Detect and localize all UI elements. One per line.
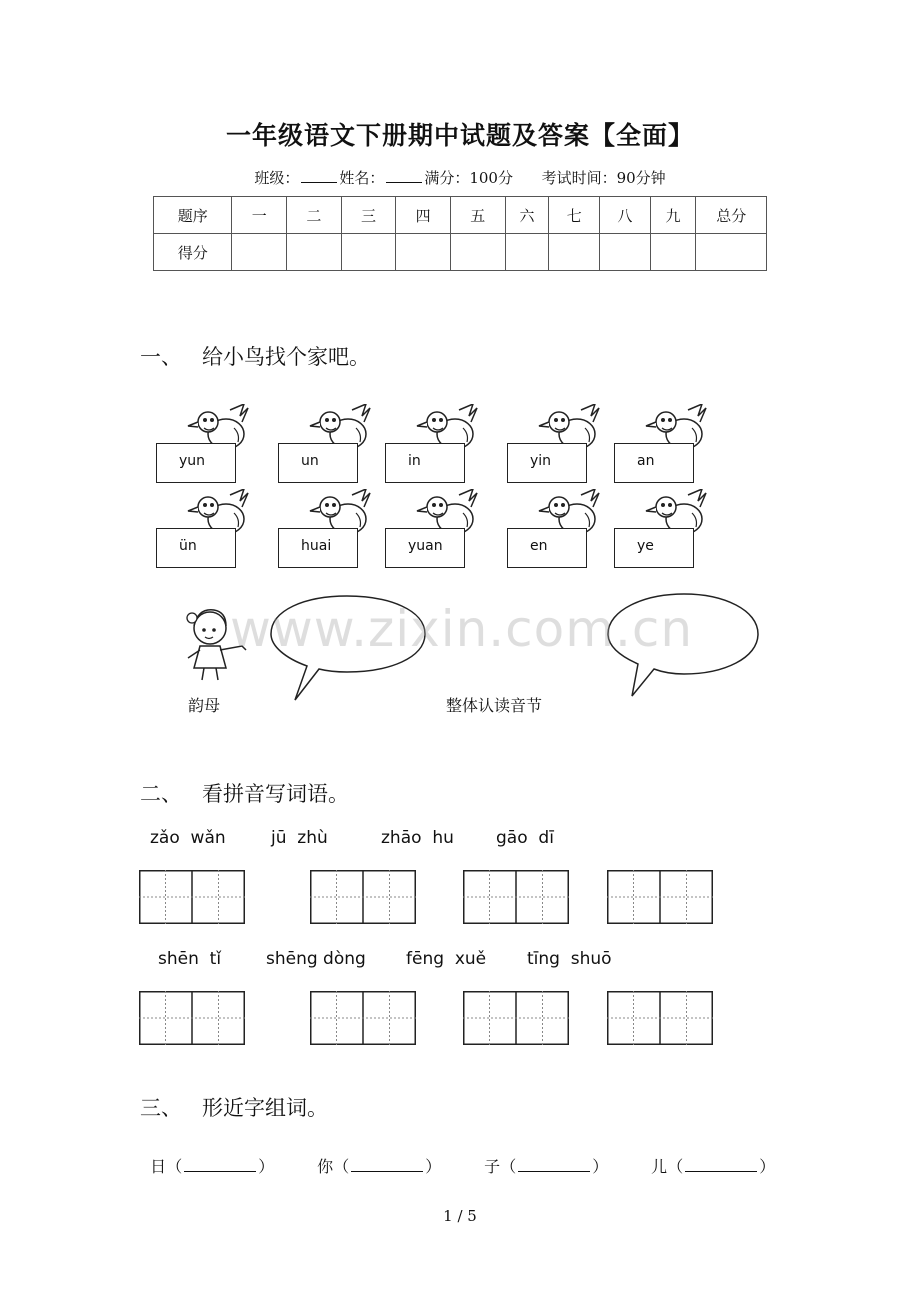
pinyin-card[interactable]: [507, 443, 587, 483]
pinyin-card[interactable]: [278, 443, 358, 483]
score-table-header-row: [154, 197, 767, 234]
table-header-cell: 七: [549, 197, 600, 234]
section-3-heading: [140, 1092, 328, 1122]
name-label: 姓名：: [339, 169, 385, 187]
writing-grid[interactable]: [310, 870, 416, 924]
card-label: in: [408, 453, 421, 469]
pinyin-word: jū zhù: [271, 828, 328, 848]
pinyin-card[interactable]: [156, 528, 236, 568]
score-cell[interactable]: [396, 234, 451, 271]
section-1-title: 给小鸟找个家吧。: [202, 345, 370, 369]
name-blank[interactable]: [386, 168, 422, 183]
score-cell[interactable]: [696, 234, 767, 271]
writing-grid[interactable]: [139, 991, 245, 1045]
writing-grid[interactable]: [463, 991, 569, 1045]
section-3-number: 三、: [140, 1096, 182, 1120]
table-header-cell: 总分: [696, 197, 767, 234]
class-blank[interactable]: [301, 168, 337, 183]
table-header-cell: 二: [287, 197, 342, 234]
pinyin-word: tīng shuō: [527, 949, 612, 969]
card-label: en: [530, 538, 548, 554]
answer-blank[interactable]: [685, 1157, 757, 1172]
table-header-cell: 题序: [154, 197, 232, 234]
score-cell[interactable]: [232, 234, 287, 271]
pinyin-card[interactable]: [385, 443, 465, 483]
table-header-cell: 八: [600, 197, 651, 234]
score-cell[interactable]: [600, 234, 651, 271]
pinyin-card[interactable]: [614, 443, 694, 483]
answer-blank[interactable]: [518, 1157, 590, 1172]
pinyin-card[interactable]: [385, 528, 465, 568]
score-cell[interactable]: [549, 234, 600, 271]
card-label: ye: [637, 538, 654, 554]
score-cell[interactable]: [650, 234, 696, 271]
table-header-cell: 九: [650, 197, 696, 234]
card-label: an: [637, 453, 655, 469]
score-table-score-row: [154, 234, 767, 271]
pinyin-card[interactable]: [614, 528, 694, 568]
score-table: [153, 196, 767, 271]
score-cell[interactable]: [287, 234, 342, 271]
exam-info: [0, 167, 920, 188]
card-label: huai: [301, 538, 332, 554]
full-score: 满分：100分: [424, 169, 513, 187]
writing-grid[interactable]: [607, 870, 713, 924]
similar-char: 日: [150, 1157, 167, 1176]
label-whole-syllables: 整体认读音节: [446, 696, 543, 715]
writing-grid[interactable]: [463, 870, 569, 924]
card-label: yin: [530, 453, 552, 469]
table-header-cell: 六: [505, 197, 549, 234]
exam-time: 考试时间：90分钟: [541, 169, 666, 187]
score-cell[interactable]: [341, 234, 396, 271]
writing-grid[interactable]: [310, 991, 416, 1045]
similar-char: 儿: [651, 1157, 668, 1176]
score-row-label: 得分: [154, 234, 232, 271]
writing-grid[interactable]: [139, 870, 245, 924]
similar-char: 子: [484, 1157, 501, 1176]
pinyin-word: zhāo hu: [381, 828, 454, 848]
class-label: 班级：: [254, 169, 300, 187]
pinyin-word: shēng dòng: [266, 949, 366, 969]
section-2-title: 看拼音写词语。: [202, 782, 349, 806]
pinyin-card[interactable]: [156, 443, 236, 483]
card-label: yun: [179, 453, 206, 469]
card-label: ün: [179, 538, 197, 554]
similar-char-item: 子（ ）: [484, 1157, 609, 1176]
section-2-heading: [140, 778, 349, 808]
section-2-number: 二、: [140, 782, 182, 806]
writing-grid[interactable]: [607, 991, 713, 1045]
card-label: un: [301, 453, 319, 469]
pinyin-card[interactable]: [278, 528, 358, 568]
watermark: www.zixin.com.cn: [230, 600, 694, 658]
pinyin-word: zǎo wǎn: [150, 828, 226, 848]
similar-char-item: 你（ ）: [317, 1157, 442, 1176]
card-label: yuan: [408, 538, 443, 554]
similar-char-item: 儿（ ）: [651, 1157, 776, 1176]
section-1-number: 一、: [140, 345, 182, 369]
table-header-cell: 三: [341, 197, 396, 234]
table-header-cell: 五: [450, 197, 505, 234]
page-title: 一年级语文下册期中试题及答案【全面】: [225, 121, 694, 150]
table-header-cell: 一: [232, 197, 287, 234]
similar-char-item: 日（ ）: [150, 1157, 275, 1176]
score-cell[interactable]: [505, 234, 549, 271]
pinyin-word: fēng xuě: [406, 949, 487, 969]
section-3-title: 形近字组词。: [202, 1096, 328, 1120]
pinyin-word: shēn tǐ: [158, 949, 222, 969]
section-1-heading: [140, 341, 370, 371]
table-header-cell: 四: [396, 197, 451, 234]
pinyin-word: gāo dī: [496, 828, 554, 848]
pinyin-card[interactable]: [507, 528, 587, 568]
label-finals: 韵母: [188, 696, 221, 715]
answer-blank[interactable]: [184, 1157, 256, 1172]
score-cell[interactable]: [450, 234, 505, 271]
similar-char: 你: [317, 1157, 334, 1176]
answer-blank[interactable]: [351, 1157, 423, 1172]
page-number: 1 / 5: [443, 1207, 477, 1225]
